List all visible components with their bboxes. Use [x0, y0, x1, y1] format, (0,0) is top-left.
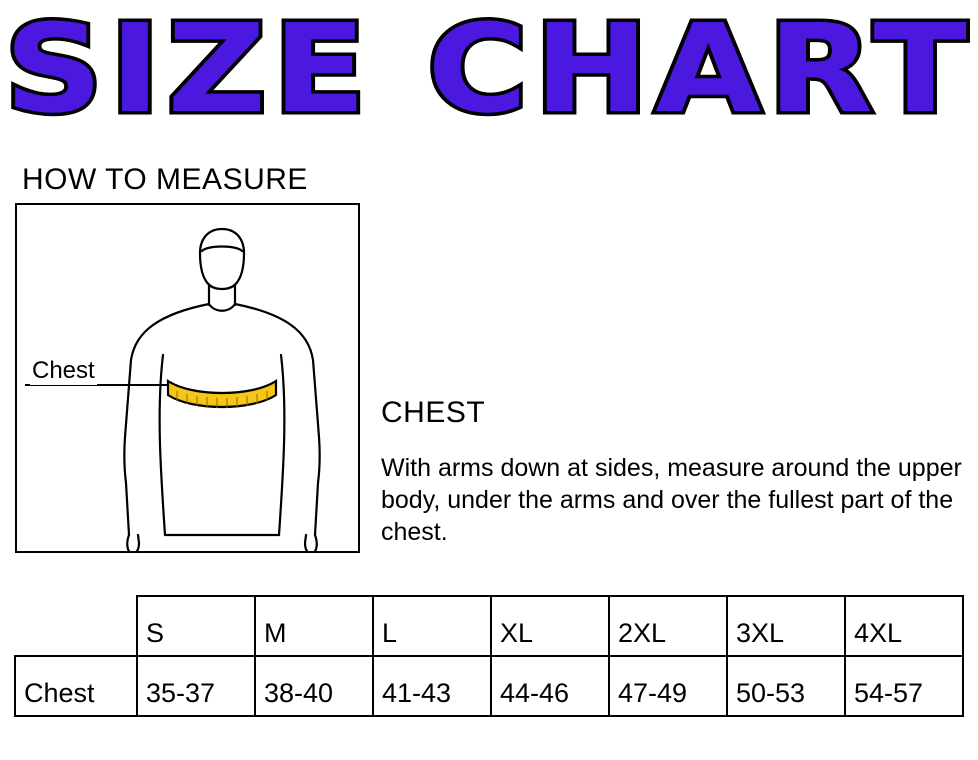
- row-label-chest: Chest: [15, 656, 137, 716]
- table-row: [15, 656, 963, 716]
- table-header-m: M: [255, 596, 373, 656]
- table-header-row: [15, 596, 963, 656]
- cell-chest-s: 35-37: [137, 656, 255, 716]
- table-corner-cell: [15, 596, 137, 656]
- cell-chest-m: 38-40: [255, 656, 373, 716]
- page-title: SIZE CHART: [4, 0, 974, 140]
- table-header-4xl: 4XL: [845, 596, 963, 656]
- figure-chest-label: Chest: [32, 357, 95, 384]
- table-header-3xl: 3XL: [727, 596, 845, 656]
- title-banner: [0, 0, 978, 144]
- cell-chest-l: 41-43: [373, 656, 491, 716]
- cell-chest-4xl: 54-57: [845, 656, 963, 716]
- cell-chest-3xl: 50-53: [727, 656, 845, 716]
- table-header-l: L: [373, 596, 491, 656]
- table-header-s: S: [137, 596, 255, 656]
- table-header-2xl: 2XL: [609, 596, 727, 656]
- table-header-xl: XL: [491, 596, 609, 656]
- cell-chest-2xl: 47-49: [609, 656, 727, 716]
- how-to-measure-heading: HOW TO MEASURE: [22, 163, 308, 196]
- size-chart-table: [14, 595, 964, 717]
- cell-chest-xl: 44-46: [491, 656, 609, 716]
- measurement-title: CHEST: [381, 396, 486, 429]
- tape-measure-icon: [168, 381, 276, 408]
- measurement-description: With arms down at sides, measure around the upper body, under the arms and over the fullest part of the chest.: [381, 454, 962, 546]
